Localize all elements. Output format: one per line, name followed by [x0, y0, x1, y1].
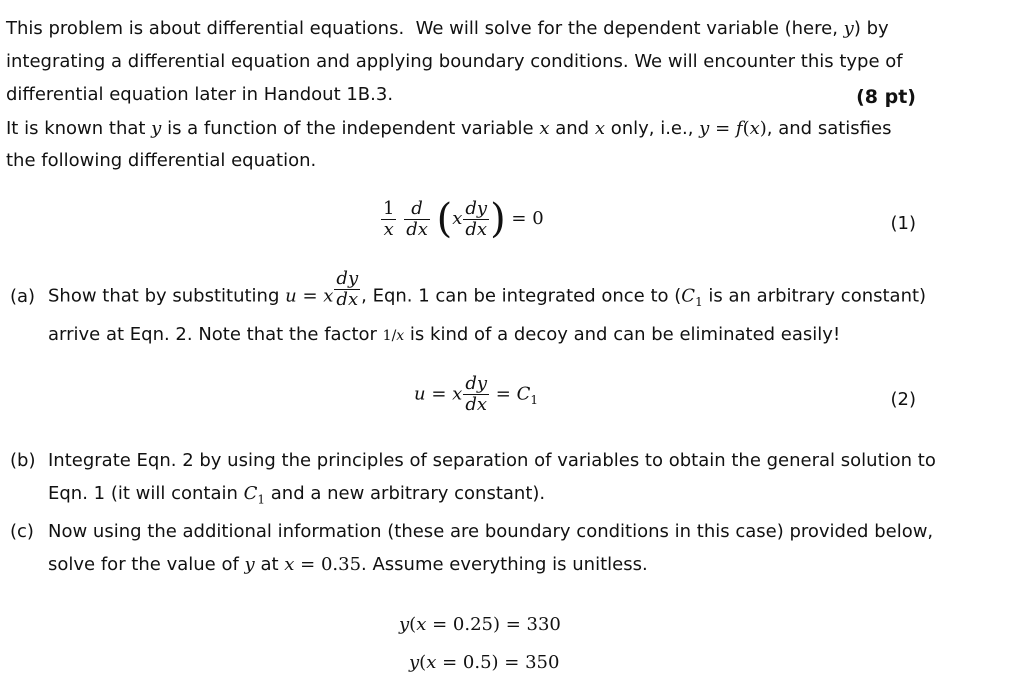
- equation-2-number: (2): [890, 389, 916, 410]
- part-b-label: (b): [10, 450, 36, 471]
- part-b-line-1: (b) Integrate Eqn. 2 by using the principles of separation of variables to obtain the general solution to: [10, 450, 936, 471]
- part-b-line-2: Eqn. 1 (it will contain $C_1$ and a new arbitrary constant).: [48, 483, 546, 507]
- intro-line-2: integrating a differential equation and applying boundary conditions. We will encounter this type of: [6, 51, 903, 72]
- intro-line-4: It is known that y is a function of the independent variable x and x only, i.e., y = f(x), and satisfies: [6, 118, 892, 139]
- part-a-label: (a): [10, 285, 36, 307]
- boundary-condition-1: y(x = 0.25) = 330: [399, 614, 561, 635]
- boundary-condition-2: y(x = 0.5) = 350: [409, 652, 560, 673]
- part-c-label: (c): [10, 521, 34, 542]
- intro-line-1: This problem is about differential equations. We will solve for the dependent variable (here, y) by: [6, 18, 889, 39]
- intro-line-5: the following differential equation.: [6, 150, 317, 171]
- part-a-line-2: arrive at Eqn. 2. Note that the factor 1/x is kind of a decoy and can be eliminated easily!: [48, 324, 841, 345]
- part-c-line-2: solve for the value of y at x = 0.35. Assume everything is unitless.: [48, 554, 648, 575]
- intro-line-3: differential equation later in Handout 1B.3.: [6, 84, 394, 105]
- equation-1-number: (1): [890, 213, 916, 234]
- part-c-line-1: (c) Now using the additional information (these are boundary conditions in this case) provided below,: [10, 521, 934, 542]
- part-a-line-1: (a) Show that by substituting u = x $\frac{dy}{dx}$ , Eqn. 1 can be integrated once to ($C_1$ is an arbitrary constant): [10, 268, 927, 310]
- equation-1: $\frac{1}{x}$ $\frac{d}{dx}$ (x $\frac{dy}{dx}$ ) = 0: [383, 196, 544, 242]
- equation-2: u = x $\frac{dy}{dx}$ = $C_1$: [414, 373, 538, 415]
- points-label: (8 pt): [856, 86, 916, 108]
